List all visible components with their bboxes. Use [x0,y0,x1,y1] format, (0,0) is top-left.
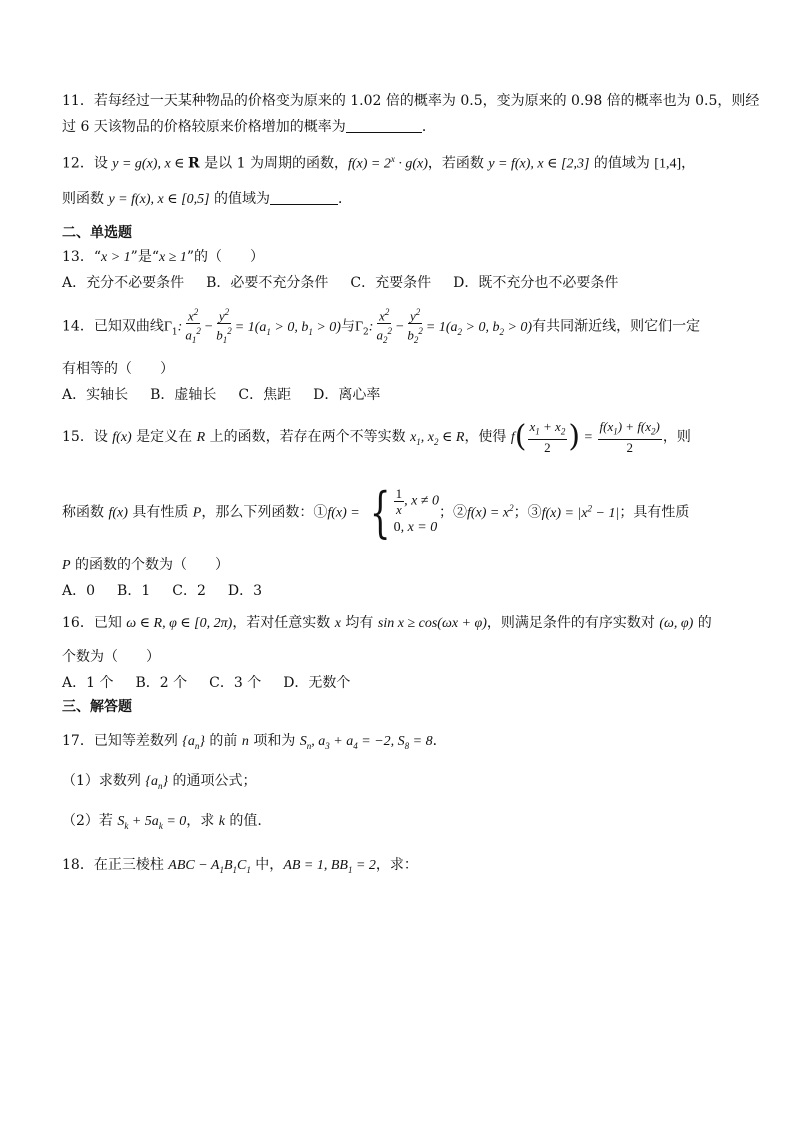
option-d[interactable]: D．离心率 [313,387,381,403]
q13-options [62,274,640,292]
option-b[interactable]: B．虚轴长 [150,387,217,403]
q15-line2: 称函数 f(x) 具有性质 P，那么下列函数：①f(x) = { $\frac{1}{x}$ , x ≠ 0 0, x = 0 ；②f(x) = $x^2$；③f(x) = $|x^2 - 1|$；具有性质 [62,480,690,544]
option-a[interactable]: A．充分不必要条件 [62,275,185,291]
answer-blank[interactable] [346,118,422,133]
q11-line2: 过 6 天该物品的价格较原来价格增加的概率为 ． [62,119,436,135]
q17-part2: （2）若 $S_k + 5a_k = 0$，求 k 的值. [62,813,262,831]
option-d[interactable]: D．无数个 [283,675,351,691]
answer-blank[interactable] [270,190,338,205]
q16-options [62,674,372,692]
option-d[interactable]: D．3 [227,583,262,599]
section-title-single-choice: 二、单选题 [62,225,132,241]
q12-line2: 则函数 y = f(x), x ∈ [0,5] 的值域为 ． [62,191,352,207]
option-d[interactable]: D．既不充分也不必要条件 [453,275,619,291]
q14-line2: 有相等的（ ） [62,361,174,377]
q12-line1: 12．设 y = g(x), x ∈ R 是以 1 为周期的函数，$f(x) = 2^x \cdot g(x)$，若函数 y = f(x), x ∈ [2,3] 的值域为 [1,4]， [62,154,696,172]
q14-options [62,386,402,404]
option-a[interactable]: A．0 [62,583,96,599]
q14-line1: 14．已知双曲线$\Gamma_1$: $\frac{x^2}{a_1^2}$ − $\frac{y^2}{b_1^2}$ = $1(a_1 > 0$, $b_1 > 0$)与$\Gamma_2$: $\frac{x^2}{a_2^2}$ − $\frac{y^2}{b_2^2}$ = $1(a_2 > 0$, $b_2 > 0$)有共同渐近线，则它们一定 [62,307,701,346]
q13-stem: 13．“x > 1”是“x ≥ 1”的（ ） [62,249,265,265]
option-c[interactable]: C．3 个 [209,675,262,691]
q18-stem: 18．在正三棱柱 ABC − $A_1B_1C_1$ 中，AB = 1, $BB_1 = 2$，求： [62,857,418,875]
option-c[interactable]: C．2 [172,583,206,599]
option-c[interactable]: C．焦距 [238,387,292,403]
q17-part1: （1）求数列 $\{a_n\}$ 的通项公式； [62,773,257,791]
q16-line1: 16．已知 ω ∈ R, φ ∈ [0, 2π)，若对任意实数 x 均有 sin x ≥ cos(ωx + φ)，则满足条件的有序实数对 (ω, φ) 的 [62,615,712,631]
option-c[interactable]: C．充要条件 [350,275,432,291]
q15-line3: P 的函数的个数为（ ） [62,557,230,573]
option-b[interactable]: B．2 个 [135,675,188,691]
option-b[interactable]: B．1 [117,583,151,599]
q17-stem: 17．已知等差数列 $\{a_n\}$ 的前 n 项和为 $S_n$, $a_3 + a_4 = -2$, $S_8 = 8$． [62,733,447,751]
option-a[interactable]: A．实轴长 [62,387,129,403]
q15-options [62,582,284,600]
q16-line2: 个数为（ ） [62,649,160,665]
q11-line1: 11．若每经过一天某种物品的价格变为原来的 1.02 倍的概率为 0.5，变为原来的 0.98 倍的概率也为 0.5，则经 [62,93,760,109]
option-b[interactable]: B．必要不充分条件 [206,275,329,291]
section-title-solutions: 三、解答题 [62,699,132,715]
q15-line1: 15．设 f(x) 是定义在 R 上的函数，若存在两个不等实数 $x_1$, $x_2$ ∈ R，使得 f( $\frac{x_1 + x_2}{2}$ ) = $\frac{f(x_1) + f(x_2)}{2}$ ，则 [62,418,691,456]
option-a[interactable]: A．1 个 [62,675,114,691]
